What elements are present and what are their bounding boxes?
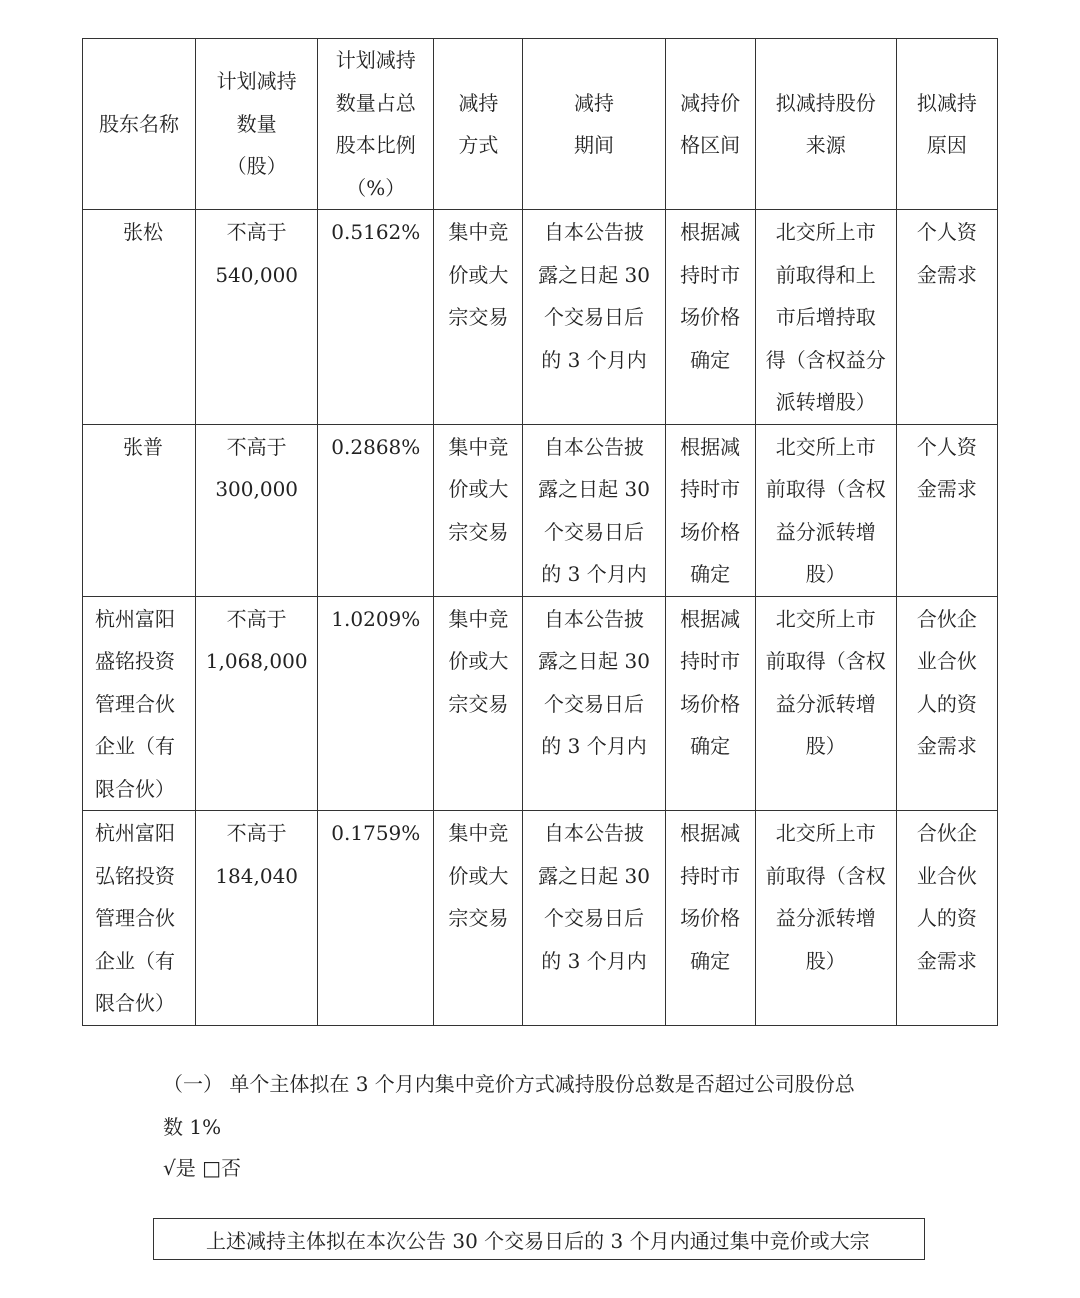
note-box [153, 1218, 925, 1260]
cell-period: 自本公告披 露之日起 30 个交易日后 的 3 个月内 [523, 596, 665, 811]
section-heading: （一） 单个主体拟在 3 个月内集中竞价方式减持股份总数是否超过公司股份总 [163, 1072, 855, 1096]
cell-ratio: 0.1759% [318, 811, 434, 1026]
cell-source: 北交所上市 前取得和上 市后增持取 得（含权益分 派转增股） [755, 210, 896, 425]
header-price-range: 减持价 格区间 [665, 39, 755, 210]
cell-method: 集中竞 价或大 宗交易 [434, 811, 523, 1026]
cell-price-range: 根据减 持时市 场价格 确定 [665, 210, 755, 425]
table-row [83, 811, 998, 1026]
cell-name: 张普 [83, 424, 196, 596]
cell-reason: 个人资 金需求 [896, 210, 997, 425]
cell-method: 集中竞 价或大 宗交易 [434, 210, 523, 425]
cell-name: 张松 [83, 210, 196, 425]
cell-price-range: 根据减 持时市 场价格 确定 [665, 424, 755, 596]
cell-ratio: 1.0209% [318, 596, 434, 811]
cell-price-range: 根据减 持时市 场价格 确定 [665, 596, 755, 811]
table-row [83, 596, 998, 811]
cell-method: 集中竞 价或大 宗交易 [434, 596, 523, 811]
header-reason: 拟减持 原因 [896, 39, 997, 210]
cell-quantity: 不高于 1,068,000 [196, 596, 318, 811]
header-ratio: 计划减持 数量占总 股本比例 （%） [318, 39, 434, 210]
cell-period: 自本公告披 露之日起 30 个交易日后 的 3 个月内 [523, 811, 665, 1026]
cell-method: 集中竞 价或大 宗交易 [434, 424, 523, 596]
cell-reason: 合伙企 业合伙 人的资 金需求 [896, 596, 997, 811]
cell-name: 杭州富阳 盛铭投资 管理合伙 企业（有 限合伙） [83, 596, 196, 811]
share-reduction-table [82, 38, 998, 1021]
cell-name: 杭州富阳 弘铭投资 管理合伙 企业（有 限合伙） [83, 811, 196, 1026]
cell-reason: 个人资 金需求 [896, 424, 997, 596]
cell-source: 北交所上市 前取得（含权 益分派转增 股） [755, 811, 896, 1026]
header-shareholder-name: 股东名称 [83, 39, 196, 210]
cell-quantity: 不高于 300,000 [196, 424, 318, 596]
note-text: 上述减持主体拟在本次公告 30 个交易日后的 3 个月内通过集中竞价或大宗 [206, 1229, 870, 1253]
header-source: 拟减持股份 来源 [755, 39, 896, 210]
cell-ratio: 0.5162% [318, 210, 434, 425]
table-row [83, 210, 998, 425]
cell-reason: 合伙企 业合伙 人的资 金需求 [896, 811, 997, 1026]
cell-period: 自本公告披 露之日起 30 个交易日后 的 3 个月内 [523, 210, 665, 425]
table-row [83, 424, 998, 596]
yes-no-options: √是 □否 [163, 1156, 241, 1180]
section-heading-continued: 数 1% [163, 1115, 222, 1139]
cell-quantity: 不高于 540,000 [196, 210, 318, 425]
header-period: 减持 期间 [523, 39, 665, 210]
cell-period: 自本公告披 露之日起 30 个交易日后 的 3 个月内 [523, 424, 665, 596]
header-method: 减持 方式 [434, 39, 523, 210]
cell-source: 北交所上市 前取得（含权 益分派转增 股） [755, 596, 896, 811]
cell-ratio: 0.2868% [318, 424, 434, 596]
cell-source: 北交所上市 前取得（含权 益分派转增 股） [755, 424, 896, 596]
cell-quantity: 不高于 184,040 [196, 811, 318, 1026]
cell-price-range: 根据减 持时市 场价格 确定 [665, 811, 755, 1026]
header-planned-quantity: 计划减持 数量 （股） [196, 39, 318, 210]
table-header-row [83, 39, 998, 210]
